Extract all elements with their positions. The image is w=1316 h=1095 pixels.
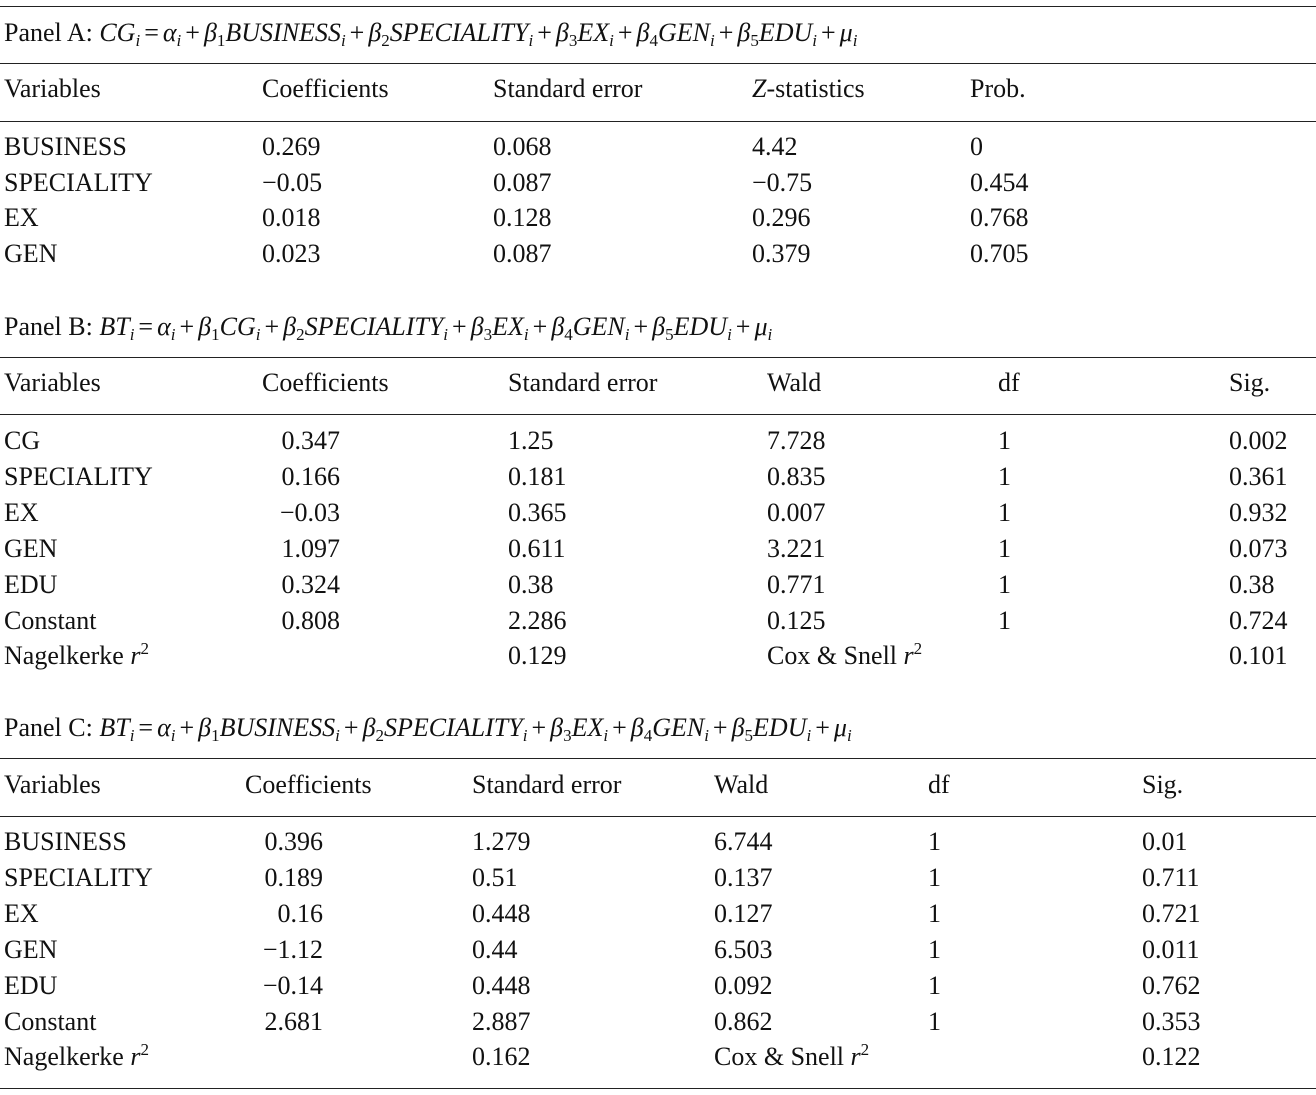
panel-b-equation-token: =	[138, 312, 154, 341]
panel-a-equation-token: β	[737, 18, 751, 47]
panel-b-cell-stat: 3.221	[767, 534, 826, 563]
panel-b-equation-token: 5	[665, 325, 674, 344]
panel-c-cell-standard-error: 1.279	[472, 827, 531, 856]
panel-c-cell-coefficient: 0.396	[264, 827, 323, 856]
panel-c-equation-token: i	[806, 726, 812, 745]
panel-c-equation-token: β	[550, 713, 564, 742]
panel-c-header-variables: Variables	[4, 770, 101, 799]
panel-c-equation-token: 3	[563, 726, 572, 745]
panel-a-equation-token: 1	[216, 31, 226, 50]
panel-b-equation-token: EDU	[673, 312, 728, 341]
panel-b-cell-standard-error: 2.286	[508, 606, 567, 635]
panel-a-cell-coefficient: 0.269	[262, 132, 321, 161]
panel-a-equation-token: SPECIALITY	[389, 18, 529, 47]
panel-c-equation-token: μ	[833, 713, 847, 742]
panel-b-equation-token: EX	[492, 312, 524, 341]
panel-a-cell-coefficient: 0.023	[262, 239, 321, 268]
panel-b-equation-token: GEN	[572, 312, 625, 341]
panel-c-rule-title	[0, 758, 1316, 759]
panel-b-coxsnell-value: 0.101	[1229, 641, 1288, 670]
panel-a-equation-token: +	[718, 18, 734, 47]
panel-a-equation-token: α	[162, 18, 177, 47]
panel-a-equation-token: GEN	[657, 18, 710, 47]
panel-b-equation-token: 4	[564, 325, 573, 344]
panel-a-label: Panel A:	[4, 18, 93, 47]
panel-c-equation-token: 4	[643, 726, 653, 745]
panel-a-equation-token: β	[368, 18, 382, 47]
panel-c-equation-token: +	[179, 713, 195, 742]
panel-a-cell-stat: 4.42	[752, 132, 798, 161]
panel-b-equation-token: 2	[296, 325, 305, 344]
panel-c-cell-coefficient: 0.16	[277, 899, 323, 928]
panel-c-equation-token: i	[170, 726, 176, 745]
panel-c-cell-standard-error: 2.887	[472, 1007, 531, 1036]
panel-c-cell-variable: SPECIALITY	[4, 863, 153, 892]
panel-b-cell-stat: 0.125	[767, 606, 826, 635]
panel-c-header-sig: Sig.	[1142, 770, 1184, 799]
panel-c-equation-token: +	[815, 713, 830, 742]
panel-a-cell-standard-error: 0.087	[493, 168, 552, 197]
panel-c-equation-token: +	[531, 713, 547, 742]
panel-b-header-sig: Sig.	[1229, 368, 1271, 397]
panel-a-rule-title	[0, 63, 1316, 64]
panel-a-equation-token: +	[185, 18, 200, 47]
panel-c-cell-stat: 0.137	[714, 863, 773, 892]
panel-b-cell-standard-error: 0.181	[508, 462, 567, 491]
panel-b-nagelkerke-value: 0.129	[508, 641, 567, 670]
panel-b-equation-token: α	[157, 312, 171, 341]
panel-a-equation-token: i	[176, 31, 182, 50]
panel-b-equation-token: β	[470, 312, 484, 341]
panel-c-equation-token: α	[157, 713, 171, 742]
panel-b-cell-standard-error: 0.611	[508, 534, 566, 563]
panel-c-rule-header	[0, 816, 1316, 817]
panel-b-cell-coefficient: 0.324	[281, 570, 340, 599]
panel-b-cell-variable: GEN	[4, 534, 58, 563]
panel-b-equation-token: +	[735, 312, 751, 341]
panel-b-equation-token: i	[624, 325, 630, 344]
panel-b-cell-col6: 0.002	[1229, 426, 1288, 455]
panel-a-cell-stat: 0.379	[752, 239, 811, 268]
panel-c-cell-variable: Constant	[4, 1007, 97, 1036]
panel-c-cell-col5: 1	[928, 899, 941, 928]
panel-b-cell-col6: 0.361	[1229, 462, 1288, 491]
panel-b-equation-token: 3	[483, 325, 493, 344]
panel-c-header-wald: Wald	[714, 770, 769, 799]
panel-b-nagelkerke-label: Nagelkerke $r^2$	[4, 639, 149, 670]
panel-b-header-coefficients: Coefficients	[262, 368, 389, 397]
panel-c-equation-token: +	[612, 713, 627, 742]
panel-b-cell-variable: SPECIALITY	[4, 462, 153, 491]
panel-b-cell-col6: 0.073	[1229, 534, 1288, 563]
panel-c-equation-token: +	[343, 713, 359, 742]
panel-c-equation-token: +	[712, 713, 728, 742]
panel-a-cell-col5: 0.768	[970, 203, 1029, 232]
panel-b-rule-header	[0, 414, 1316, 415]
panel-a-equation-token: +	[537, 18, 552, 47]
panel-a-header-variables: Variables	[4, 74, 101, 103]
panel-a-equation-token: i	[812, 31, 817, 50]
panel-c-equation-token: β	[198, 713, 212, 742]
panel-c-cell-col6: 0.721	[1142, 899, 1201, 928]
panel-c-cell-standard-error: 0.44	[472, 935, 518, 964]
panel-b-title	[4, 312, 772, 342]
panel-c-label: Panel C:	[4, 713, 93, 742]
panel-a-equation-token: +	[821, 18, 836, 47]
panel-c-cell-coefficient: −1.12	[262, 935, 323, 964]
panel-b-equation-token: i	[523, 325, 529, 344]
panel-c-equation-token: BT	[99, 713, 130, 742]
panel-a-cell-col5: 0	[970, 132, 983, 161]
panel-b-cell-standard-error: 1.25	[508, 426, 554, 455]
panel-a-cell-variable: GEN	[4, 239, 58, 268]
panel-b-cell-variable: Constant	[4, 606, 97, 635]
panel-b-header-standard-error: Standard error	[508, 368, 658, 397]
panel-b-cell-col6: 0.38	[1229, 570, 1275, 599]
panel-c-header-coefficients: Coefficients	[245, 770, 372, 799]
panel-c-equation-token: i	[603, 726, 609, 745]
panel-b-cell-coefficient: 0.808	[281, 606, 340, 635]
top-rule	[0, 6, 1316, 7]
panel-a-title	[4, 18, 857, 48]
panel-c-title	[4, 713, 852, 743]
panel-a-cell-coefficient: −0.05	[262, 168, 323, 197]
panel-b-cell-col5: 1	[998, 426, 1011, 455]
panel-b-equation-token: β	[283, 312, 297, 341]
panel-a-header-prob: Prob.	[970, 74, 1026, 103]
panel-b-equation-token: +	[179, 312, 195, 341]
panel-a-cell-variable: EX	[4, 203, 39, 232]
panel-b-header-df: df	[998, 368, 1020, 397]
panel-a-equation-token: i	[528, 31, 534, 50]
panel-b-cell-variable: EDU	[4, 570, 58, 599]
panel-a-equation-token: EX	[577, 18, 610, 47]
panel-a-cell-variable: BUSINESS	[4, 132, 127, 161]
panel-a-cell-col5: 0.454	[970, 168, 1029, 197]
panel-a-cell-stat: −0.75	[752, 168, 813, 197]
panel-a-equation-token: EDU	[758, 18, 813, 47]
panel-c-equation-token: EX	[571, 713, 604, 742]
panel-c-cell-standard-error: 0.448	[472, 971, 531, 1000]
panel-b-cell-col5: 1	[998, 534, 1011, 563]
panel-b-rule-title	[0, 357, 1316, 358]
panel-c-cell-standard-error: 0.448	[472, 899, 531, 928]
panel-b-cell-col5: 1	[998, 606, 1011, 635]
panel-c-cell-col5: 1	[928, 1007, 941, 1036]
panel-a-equation-token: +	[617, 18, 633, 47]
panel-c-cell-col6: 0.011	[1142, 935, 1200, 964]
panel-b-equation-token: BT	[99, 312, 130, 341]
panel-a-equation	[99, 18, 858, 50]
panel-c-cell-standard-error: 0.51	[472, 863, 518, 892]
panel-b-equation-token: +	[532, 312, 548, 341]
panel-c-cell-stat: 6.503	[714, 935, 773, 964]
panel-a-equation-token: 4	[649, 31, 658, 50]
panel-c-equation-token: EDU	[753, 713, 807, 742]
panel-b-cell-stat: 0.835	[767, 462, 826, 491]
panel-c-coxsnell-label: Cox & Snell $r^2$	[714, 1040, 870, 1071]
panel-c-cell-variable: GEN	[4, 935, 58, 964]
panel-c-cell-coefficient: −0.14	[262, 971, 323, 1000]
panel-c-cell-variable: BUSINESS	[4, 827, 127, 856]
panel-c-equation-token: BUSINESS	[219, 713, 336, 742]
panel-b-cell-stat: 7.728	[767, 426, 826, 455]
panel-c-equation-token: β	[630, 713, 644, 742]
panel-c-cell-variable: EX	[4, 899, 39, 928]
panel-b-cell-variable: EX	[4, 498, 39, 527]
panel-a-equation-token: i	[609, 31, 614, 50]
panel-a-equation-token: β	[636, 18, 650, 47]
panel-b-cell-col5: 1	[998, 498, 1011, 527]
panel-a-equation-token: 3	[568, 31, 578, 50]
panel-b-equation-token: i	[443, 325, 449, 344]
panel-a-equation-token: +	[349, 18, 365, 47]
panel-a-header-z-statistics: Z-statistics	[752, 74, 865, 103]
panel-b-header-wald: Wald	[767, 368, 822, 397]
panel-b-equation-token: β	[652, 312, 666, 341]
panel-a-equation-token: β	[203, 18, 217, 47]
panel-c-equation-token: i	[129, 726, 135, 745]
panel-c-equation-token: i	[704, 726, 709, 745]
panel-b-equation-token: μ	[754, 312, 768, 341]
panel-c-nagelkerke-label: Nagelkerke $r^2$	[4, 1040, 149, 1071]
panel-c-cell-stat: 0.862	[714, 1007, 773, 1036]
panel-c-cell-col6: 0.711	[1142, 863, 1200, 892]
panel-b-equation-token: +	[633, 312, 649, 341]
panel-c-equation-token: β	[731, 713, 745, 742]
panel-b-equation-token: +	[452, 312, 467, 341]
panel-a-cell-col5: 0.705	[970, 239, 1029, 268]
panel-c-equation-token: SPECIALITY	[384, 713, 523, 742]
panel-a-rule-header	[0, 121, 1316, 122]
panel-a-equation-token: i	[135, 31, 141, 50]
panel-c-coxsnell-value: 0.122	[1142, 1042, 1201, 1071]
panel-c-cell-col5: 1	[928, 863, 941, 892]
panel-a-equation-token: i	[340, 31, 346, 50]
panel-b-header-variables: Variables	[4, 368, 101, 397]
panel-c-equation-token: 2	[375, 726, 385, 745]
panel-a-equation-token: i	[852, 31, 858, 50]
panel-b-equation-token: i	[129, 325, 135, 344]
panel-c-equation-token: i	[522, 726, 528, 745]
panel-b-cell-coefficient: 0.347	[281, 426, 340, 455]
panel-a-cell-standard-error: 0.068	[493, 132, 552, 161]
panel-b-cell-col5: 1	[998, 570, 1011, 599]
panel-b-equation-token: β	[198, 312, 212, 341]
panel-c-cell-col6: 0.762	[1142, 971, 1201, 1000]
panel-c-cell-col5: 1	[928, 827, 941, 856]
panel-b-coxsnell-label: Cox & Snell $r^2$	[767, 639, 923, 670]
panel-c-equation-token: i	[846, 726, 852, 745]
panel-b-cell-coefficient: 0.166	[281, 462, 340, 491]
panel-a-equation-token: CG	[99, 18, 136, 47]
panel-c-cell-coefficient: 0.189	[264, 863, 323, 892]
panel-b-cell-standard-error: 0.38	[508, 570, 554, 599]
panel-a-equation-token: 5	[750, 31, 759, 50]
panel-b-cell-col6: 0.724	[1229, 606, 1288, 635]
panel-b-cell-coefficient: 1.097	[281, 534, 340, 563]
panel-c-cell-stat: 6.744	[714, 827, 773, 856]
panel-b-equation	[99, 312, 773, 344]
panel-a-equation-token: β	[555, 18, 569, 47]
panel-c-cell-col6: 0.01	[1142, 827, 1188, 856]
panel-b-cell-variable: CG	[4, 426, 41, 455]
panel-b-cell-standard-error: 0.365	[508, 498, 567, 527]
panel-a-cell-standard-error: 0.128	[493, 203, 552, 232]
bottom-rule	[0, 1088, 1316, 1089]
panel-b-cell-coefficient: −0.03	[279, 498, 340, 527]
panel-c-cell-col5: 1	[928, 971, 941, 1000]
panel-a-equation-token: =	[144, 18, 159, 47]
panel-c-equation-token: β	[362, 713, 376, 742]
panel-c-equation-token: i	[335, 726, 340, 745]
panel-c-equation-token: 1	[211, 726, 220, 745]
panel-b-cell-stat: 0.007	[767, 498, 826, 527]
panel-b-equation-token: i	[727, 325, 732, 344]
panel-c-cell-variable: EDU	[4, 971, 58, 1000]
panel-b-equation-token: 1	[211, 325, 220, 344]
panel-a-equation-token: 2	[381, 31, 390, 50]
panel-a-cell-coefficient: 0.018	[262, 203, 321, 232]
panel-b-equation-token: i	[255, 325, 261, 344]
panel-a-cell-stat: 0.296	[752, 203, 811, 232]
panel-b-cell-col6: 0.932	[1229, 498, 1288, 527]
panel-b-cell-col5: 1	[998, 462, 1011, 491]
panel-c-header-standard-error: Standard error	[472, 770, 622, 799]
panel-b-equation-token: +	[264, 312, 280, 341]
panel-b-cell-stat: 0.771	[767, 570, 826, 599]
panel-c-cell-stat: 0.127	[714, 899, 773, 928]
panel-a-header-standard-error: Standard error	[493, 74, 643, 103]
panel-c-cell-coefficient: 2.681	[264, 1007, 323, 1036]
panel-a-equation-token: i	[709, 31, 715, 50]
panel-a-cell-standard-error: 0.087	[493, 239, 552, 268]
panel-b-equation-token: β	[551, 312, 565, 341]
panel-c-equation	[99, 713, 852, 745]
panel-c-header-df: df	[928, 770, 950, 799]
panel-c-equation-token: GEN	[652, 713, 705, 742]
panel-b-equation-token: CG	[219, 312, 256, 341]
panel-b-equation-token: i	[170, 325, 176, 344]
panel-c-nagelkerke-value: 0.162	[472, 1042, 531, 1071]
panel-a-equation-token: BUSINESS	[225, 18, 341, 47]
panel-b-equation-token: i	[767, 325, 773, 344]
panel-c-equation-token: 5	[744, 726, 754, 745]
panel-c-cell-col5: 1	[928, 935, 941, 964]
panel-c-equation-token: =	[138, 713, 154, 742]
panel-c-cell-col6: 0.353	[1142, 1007, 1201, 1036]
panel-b-label: Panel B:	[4, 312, 93, 341]
panel-a-cell-variable: SPECIALITY	[4, 168, 153, 197]
panel-a-header-coefficients: Coefficients	[262, 74, 389, 103]
panel-c-cell-stat: 0.092	[714, 971, 773, 1000]
panel-a-equation-token: μ	[839, 18, 853, 47]
panel-b-equation-token: SPECIALITY	[304, 312, 444, 341]
